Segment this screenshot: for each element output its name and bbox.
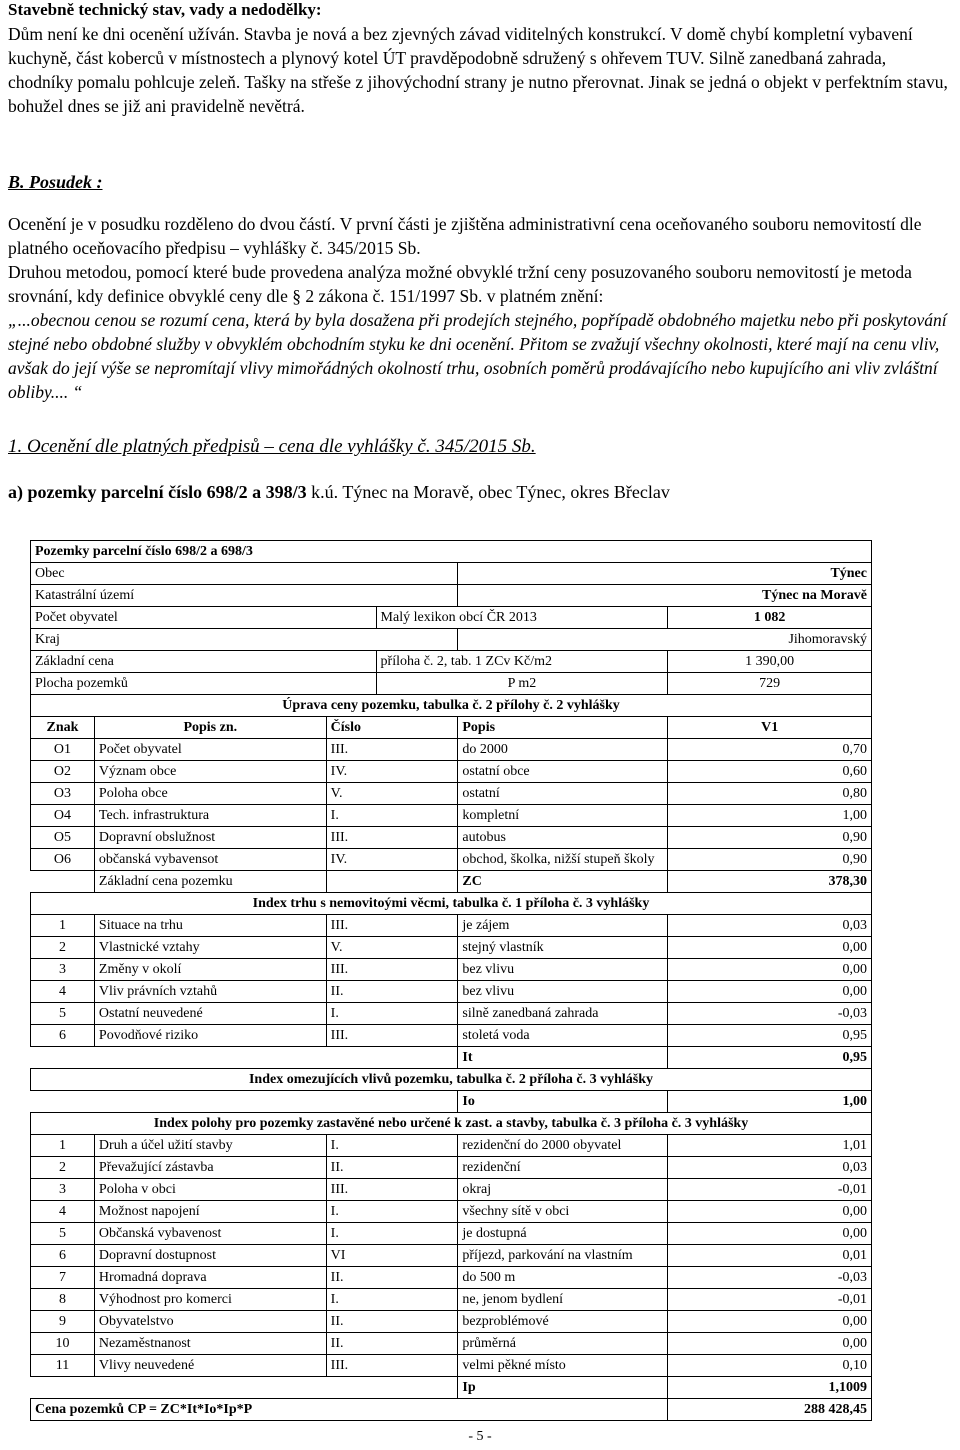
- table-cell: [326, 1047, 458, 1069]
- table-cell: silně zanedbaná zahrada: [458, 1003, 668, 1025]
- table-cell: 1,00: [668, 1091, 872, 1113]
- table-cell: V.: [326, 783, 458, 805]
- section-title: Index trhu s nemovitoými věcmi, tabulka č. 1 příloha č. 3 vyhlášky: [31, 893, 872, 915]
- info-row: [31, 651, 872, 673]
- table-cell: -0,01: [668, 1179, 872, 1201]
- section-title: Index omezujících vlivů pozemku, tabulka č. 2 příloha č. 3 vyhlášky: [31, 1069, 872, 1091]
- table-cell: bez vlivu: [458, 959, 668, 981]
- table-cell: -0,01: [668, 1289, 872, 1311]
- subtitle-bold-part: a) pozemky parcelní číslo 698/2 a 398/3: [8, 482, 307, 502]
- table-row: [31, 1025, 872, 1047]
- table-cell: 0,70: [668, 739, 872, 761]
- table-cell: I.: [326, 805, 458, 827]
- table-cell: 378,30: [668, 871, 872, 893]
- table-cell: 6: [31, 1025, 95, 1047]
- table-cell: Tech. infrastruktura: [94, 805, 326, 827]
- table-cell: Počet obyvatel: [94, 739, 326, 761]
- table-cell: kompletní: [458, 805, 668, 827]
- table-cell: velmi pěkné místo: [458, 1355, 668, 1377]
- table-cell: 11: [31, 1355, 95, 1377]
- table-cell: -0,03: [668, 1003, 872, 1025]
- column-header: Popis zn.: [94, 717, 326, 739]
- method-paragraph-1: Ocenění je v posudku rozděleno do dvou částí. V první části je zjištěna administrativní cena oceňovaného souboru nemovitostí dle platného oceňovacího předpisu – vyhlášky č. 345/2015 Sb.: [8, 214, 922, 258]
- table-cell: 1: [31, 915, 95, 937]
- table-row: [31, 1223, 872, 1245]
- section-title-row: [31, 1113, 872, 1135]
- table-row: [31, 1289, 872, 1311]
- section-title-row: [31, 695, 872, 717]
- table-cell: Katastrální území: [31, 585, 458, 607]
- table-cell: Obec: [31, 563, 458, 585]
- info-row: [31, 585, 872, 607]
- total-row: [31, 1399, 872, 1421]
- table-cell: 5: [31, 1223, 95, 1245]
- table-cell: O4: [31, 805, 95, 827]
- table-header-row: [31, 541, 872, 563]
- table-cell: 729: [668, 673, 872, 695]
- total-value: 288 428,45: [668, 1399, 872, 1421]
- table-cell: bez vlivu: [458, 981, 668, 1003]
- table-cell: Změny v okolí: [94, 959, 326, 981]
- table-cell: 4: [31, 1201, 95, 1223]
- table-cell: III.: [326, 959, 458, 981]
- table-cell: III.: [326, 1179, 458, 1201]
- table-cell: Druh a účel užití stavby: [94, 1135, 326, 1157]
- table-cell: Obyvatelstvo: [94, 1311, 326, 1333]
- table-cell: Ostatní neuvedené: [94, 1003, 326, 1025]
- table-cell: 1 390,00: [668, 651, 872, 673]
- table-cell: Dopravní dostupnost: [94, 1245, 326, 1267]
- table-cell: Poloha obce: [94, 783, 326, 805]
- table-header: Pozemky parcelní číslo 698/2 a 698/3: [31, 541, 872, 563]
- table-cell: 1,00: [668, 805, 872, 827]
- table-cell: 0,00: [668, 1201, 872, 1223]
- table-row: [31, 937, 872, 959]
- subtotal-row: [31, 1377, 872, 1399]
- subtotal-row: [31, 871, 872, 893]
- table-row: [31, 915, 872, 937]
- valuation-title: 1. Ocenění dle platných předpisů – cena dle vyhlášky č. 345/2015 Sb.: [8, 436, 536, 457]
- table-cell: 4: [31, 981, 95, 1003]
- table-cell: 6: [31, 1245, 95, 1267]
- table-cell: je zájem: [458, 915, 668, 937]
- subtotal-row: [31, 1091, 872, 1113]
- table-cell: Vlastnické vztahy: [94, 937, 326, 959]
- table-cell: [326, 871, 458, 893]
- table-cell: 0,00: [668, 981, 872, 1003]
- table-cell: [31, 1047, 95, 1069]
- table-cell: [31, 1091, 95, 1113]
- total-label: Cena pozemků CP = ZC*It*Io*Ip*P: [31, 1399, 668, 1421]
- table-cell: 0,00: [668, 1311, 872, 1333]
- table-cell: 3: [31, 1179, 95, 1201]
- table-cell: IV.: [326, 849, 458, 871]
- table-cell: III.: [326, 915, 458, 937]
- column-header-row: [31, 717, 872, 739]
- table-cell: Počet obyvatel: [31, 607, 377, 629]
- table-cell: všechny sítě v obci: [458, 1201, 668, 1223]
- table-cell: [94, 1377, 326, 1399]
- table-cell: II.: [326, 981, 458, 1003]
- subtotal-row: [31, 1047, 872, 1069]
- table-cell: 8: [31, 1289, 95, 1311]
- table-cell: Malý lexikon obcí ČR 2013: [376, 607, 668, 629]
- table-cell: 0,03: [668, 915, 872, 937]
- table-cell: do 2000: [458, 739, 668, 761]
- table-cell: ne, jenom bydlení: [458, 1289, 668, 1311]
- column-header: Popis: [458, 717, 668, 739]
- table-cell: 0,00: [668, 937, 872, 959]
- table-cell: Kraj: [31, 629, 458, 651]
- section-title: Úprava ceny pozemku, tabulka č. 2 přílohy č. 2 vyhlášky: [31, 695, 872, 717]
- table-cell: 3: [31, 959, 95, 981]
- law-quote: „...obecnou cenou se rozumí cena, která by byla dosažena při prodejích stejného, popřípadě obdobného majetku nebo při poskytování stejné nebo obdobné služby v obvyklém obchodním styku ke dni ocenění. Přitom se zvažují všechny okolnosti, které mají na cenu vliv, avšak do její výše se nepromítají vlivy mimořádných okolností trhu, osobních poměrů prodávajícího nebo kupujícího ani vliv zvláštní obliby.... “: [8, 310, 947, 402]
- section-title-row: [31, 893, 872, 915]
- table-cell: Nezaměstnanost: [94, 1333, 326, 1355]
- table-cell: občanská vybavensot: [94, 849, 326, 871]
- table-cell: O6: [31, 849, 95, 871]
- table-cell: -0,03: [668, 1267, 872, 1289]
- table-cell: obchod, školka, nižší stupeň školy: [458, 849, 668, 871]
- table-row: [31, 1135, 872, 1157]
- table-cell: 0,00: [668, 1333, 872, 1355]
- table-cell: 2: [31, 937, 95, 959]
- column-header: Číslo: [326, 717, 458, 739]
- table-cell: It: [458, 1047, 668, 1069]
- table-cell: 1,01: [668, 1135, 872, 1157]
- table-row: [31, 1003, 872, 1025]
- column-header: Znak: [31, 717, 95, 739]
- land-valuation-table: [30, 540, 872, 1421]
- page-number: - 5 -: [468, 1429, 492, 1444]
- table-cell: Povodňové riziko: [94, 1025, 326, 1047]
- table-row: [31, 959, 872, 981]
- table-cell: I.: [326, 1289, 458, 1311]
- table-cell: Jihomoravský: [458, 629, 872, 651]
- table-cell: O5: [31, 827, 95, 849]
- table-cell: [326, 1091, 458, 1113]
- table-row: [31, 1355, 872, 1377]
- subtitle-rest: k.ú. Týnec na Moravě, obec Týnec, okres Břeclav: [306, 482, 670, 502]
- table-row: [31, 1267, 872, 1289]
- table-cell: II.: [326, 1311, 458, 1333]
- table-cell: 0,10: [668, 1355, 872, 1377]
- section-title: Index polohy pro pozemky zastavěné nebo určené k zast. a stavby, tabulka č. 3 příloha č. 3 vyhlášky: [31, 1113, 872, 1135]
- table-row: [31, 805, 872, 827]
- table-row: [31, 1311, 872, 1333]
- table-cell: Převažující zástavba: [94, 1157, 326, 1179]
- table-cell: 2: [31, 1157, 95, 1179]
- table-cell: stejný vlastník: [458, 937, 668, 959]
- table-row: [31, 783, 872, 805]
- table-cell: průměrná: [458, 1333, 668, 1355]
- table-cell: příloha č. 2, tab. 1 ZCv Kč/m2: [376, 651, 668, 673]
- table-cell: [94, 1047, 326, 1069]
- table-cell: Občanská vybavenost: [94, 1223, 326, 1245]
- table-cell: Hromadná doprava: [94, 1267, 326, 1289]
- table-cell: rezidenční: [458, 1157, 668, 1179]
- info-row: [31, 629, 872, 651]
- table-cell: bezproblémové: [458, 1311, 668, 1333]
- table-cell: Io: [458, 1091, 668, 1113]
- table-row: [31, 849, 872, 871]
- table-cell: 1 082: [668, 607, 872, 629]
- section-title-row: [31, 1069, 872, 1091]
- table-cell: 1,1009: [668, 1377, 872, 1399]
- table-row: [31, 1179, 872, 1201]
- table-row: [31, 739, 872, 761]
- table-cell: Základní cena pozemku: [94, 871, 326, 893]
- table-cell: [31, 871, 95, 893]
- table-cell: 0,95: [668, 1025, 872, 1047]
- table-cell: O3: [31, 783, 95, 805]
- table-cell: do 500 m: [458, 1267, 668, 1289]
- table-row: [31, 1333, 872, 1355]
- table-cell: Výhodnost pro komerci: [94, 1289, 326, 1311]
- table-cell: O2: [31, 761, 95, 783]
- table-cell: stoletá voda: [458, 1025, 668, 1047]
- table-cell: III.: [326, 1025, 458, 1047]
- table-cell: III.: [326, 1355, 458, 1377]
- table-cell: Poloha v obci: [94, 1179, 326, 1201]
- defects-heading: Stavebně technický stav, vady a nedodělky:: [8, 0, 322, 19]
- table-cell: ostatní: [458, 783, 668, 805]
- table-cell: II.: [326, 1267, 458, 1289]
- table-row: [31, 1245, 872, 1267]
- table-cell: Plocha pozemků: [31, 673, 377, 695]
- method-paragraph-2: Druhou metodou, pomocí které bude provedena analýza možné obvyklé tržní ceny posuzovaného souboru nemovitostí je metoda srovnání, kdy definice obvyklé ceny dle § 2 zákona č. 151/1997 Sb. v platném znění:: [8, 262, 912, 306]
- table-cell: 0,95: [668, 1047, 872, 1069]
- table-cell: Vlivy neuvedené: [94, 1355, 326, 1377]
- table-cell: [31, 1377, 95, 1399]
- table-cell: P m2: [376, 673, 668, 695]
- table-cell: II.: [326, 1157, 458, 1179]
- table-row: [31, 1157, 872, 1179]
- table-cell: ZC: [458, 871, 668, 893]
- table-cell: 0,80: [668, 783, 872, 805]
- table-cell: III.: [326, 827, 458, 849]
- defects-paragraph: Dům není ke dni ocenění užíván. Stavba je nová a bez zjevných závad viditelných konstrukcí. V domě chybí kompletní vybavení kuchyně, část koberců v místnostech a plynový kotel ÚT pravděpodobně sdružený s ohřevem TUV. Silně zanedbaná zahrada, chodníky pomalu pohlcuje zeleň. Tašky na střeše z jihovýchodní strany je nutno přerovnat. Jinak se jedná o objekt v perfektním stavu, bohužel dnes se již ani pravidelně nevětrá.: [8, 24, 948, 116]
- table-cell: 7: [31, 1267, 95, 1289]
- table-cell: I.: [326, 1223, 458, 1245]
- method-paragraphs: [8, 212, 952, 404]
- table-cell: O1: [31, 739, 95, 761]
- table-cell: VI: [326, 1245, 458, 1267]
- table-cell: Situace na trhu: [94, 915, 326, 937]
- table-cell: 0,60: [668, 761, 872, 783]
- table-cell: Týnec: [458, 563, 872, 585]
- section-b-title: B. Posudek :: [8, 172, 103, 192]
- table-row: [31, 827, 872, 849]
- table-cell: 0,00: [668, 1223, 872, 1245]
- table-cell: V.: [326, 937, 458, 959]
- table-cell: ostatní obce: [458, 761, 668, 783]
- table-cell: je dostupná: [458, 1223, 668, 1245]
- column-header: V1: [668, 717, 872, 739]
- table-cell: Základní cena: [31, 651, 377, 673]
- table-cell: 0,00: [668, 959, 872, 981]
- table-cell: I.: [326, 1003, 458, 1025]
- table-cell: Vliv právních vztahů: [94, 981, 326, 1003]
- table-cell: Význam obce: [94, 761, 326, 783]
- table-cell: autobus: [458, 827, 668, 849]
- table-cell: 10: [31, 1333, 95, 1355]
- table-cell: příjezd, parkování na vlastním: [458, 1245, 668, 1267]
- table-cell: Ip: [458, 1377, 668, 1399]
- table-cell: Týnec na Moravě: [458, 585, 872, 607]
- table-cell: [326, 1377, 458, 1399]
- valuation-subtitle: [8, 482, 670, 503]
- table-cell: 0,03: [668, 1157, 872, 1179]
- table-cell: [94, 1091, 326, 1113]
- table-row: [31, 761, 872, 783]
- table-cell: okraj: [458, 1179, 668, 1201]
- table-cell: II.: [326, 1333, 458, 1355]
- table-row: [31, 981, 872, 1003]
- table-cell: Dopravní obslužnost: [94, 827, 326, 849]
- info-row: [31, 563, 872, 585]
- table-cell: I.: [326, 1135, 458, 1157]
- table-cell: rezidenční do 2000 obyvatel: [458, 1135, 668, 1157]
- table-cell: 1: [31, 1135, 95, 1157]
- table-cell: IV.: [326, 761, 458, 783]
- table-cell: 0,01: [668, 1245, 872, 1267]
- info-row: [31, 673, 872, 695]
- table-cell: 0,90: [668, 849, 872, 871]
- info-row: [31, 607, 872, 629]
- table-cell: I.: [326, 1201, 458, 1223]
- table-cell: III.: [326, 739, 458, 761]
- table-cell: 5: [31, 1003, 95, 1025]
- table-row: [31, 1201, 872, 1223]
- table-cell: 0,90: [668, 827, 872, 849]
- table-cell: 9: [31, 1311, 95, 1333]
- table-cell: Možnost napojení: [94, 1201, 326, 1223]
